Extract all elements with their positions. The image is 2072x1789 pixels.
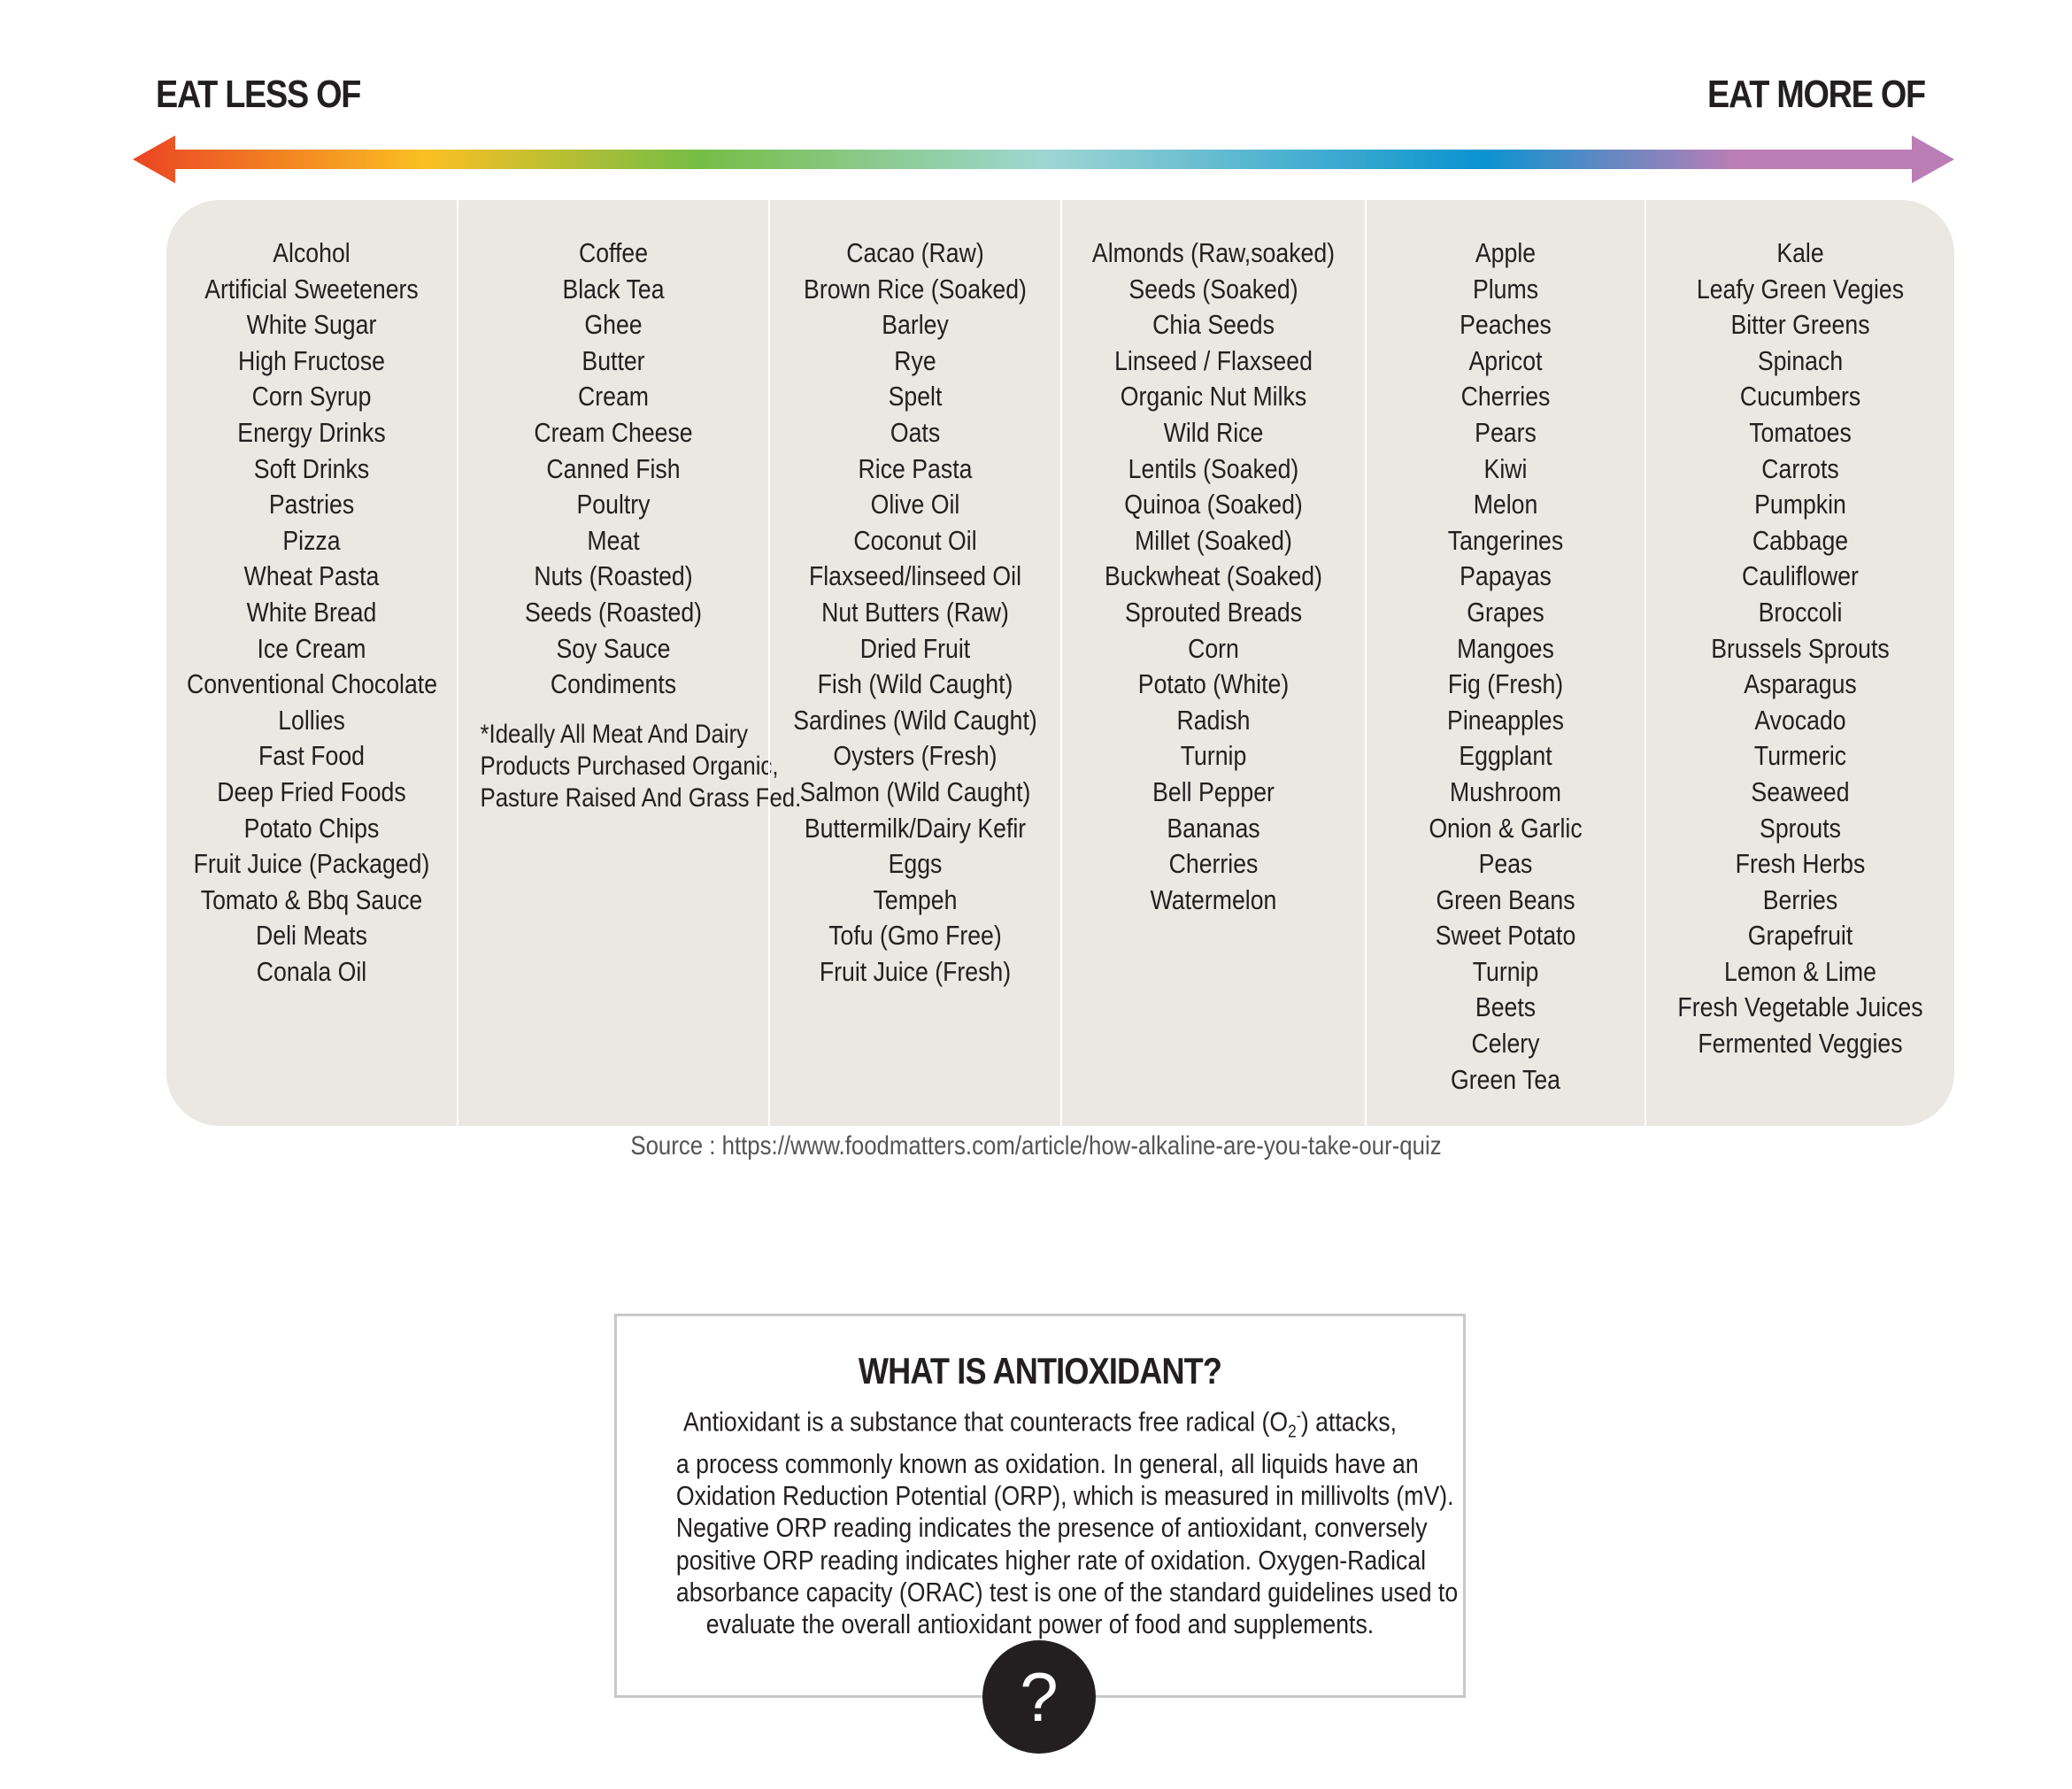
food-item: Apricot [1468, 344, 1543, 376]
food-item: Almonds (Raw,soaked) [1091, 237, 1336, 268]
food-item: Chia Seeds [1152, 309, 1275, 341]
food-item: Plums [1472, 273, 1539, 305]
food-item: Tofu (Gmo Free) [828, 920, 1002, 952]
food-item: Fresh Herbs [1735, 848, 1866, 880]
food-item: Radish [1176, 704, 1251, 736]
food-item: Coffee [578, 237, 649, 268]
food-item: Oysters (Fresh) [833, 740, 997, 772]
antioxidant-body [617, 1400, 1463, 1641]
food-item: Turnip [1180, 740, 1247, 772]
food-item: Peas [1478, 848, 1533, 880]
food-list-2 [458, 235, 768, 703]
food-item: Ice Cream [257, 632, 366, 664]
food-item: Tomato & Bbq Sauce [200, 883, 423, 915]
organic-note-line: Products Purchased Organic, [480, 751, 779, 781]
food-item: Bell Pepper [1152, 775, 1275, 807]
organic-note-line: *Ideally All Meat And Dairy [480, 719, 749, 749]
question-mark-icon: ? [982, 1640, 1096, 1754]
food-item: Rye [894, 344, 936, 376]
food-item: Fresh Vegetable Juices [1677, 991, 1923, 1023]
antioxidant-text: ) attacks, [1300, 1406, 1398, 1438]
food-item: Cherries [1168, 848, 1259, 880]
antioxidant-line: positive ORP reading indicates higher rate of oxidation. Oxygen-Radical [675, 1544, 1427, 1576]
food-item: Meat [587, 524, 640, 556]
food-item: Carrots [1761, 452, 1839, 484]
food-column-2 [457, 200, 802, 1126]
food-item: Beets [1475, 991, 1537, 1023]
food-item: Nuts (Roasted) [534, 560, 693, 592]
food-item: Oats [890, 416, 941, 448]
food-item: Salmon (Wild Caught) [799, 775, 1031, 807]
food-item: Cabbage [1752, 524, 1849, 556]
food-item: Alcohol [273, 237, 350, 268]
food-item: Sardines (Wild Caught) [793, 704, 1037, 736]
food-item: Pizza [282, 524, 341, 556]
food-item: Organic Nut Milks [1120, 381, 1307, 413]
antioxidant-line: evaluate the overall antioxidant power of food and supplements. [705, 1608, 1375, 1640]
food-list-4 [1062, 235, 1365, 918]
food-column-1 [166, 200, 457, 1126]
food-item: Brown Rice (Soaked) [804, 273, 1027, 305]
food-item: Sprouts [1760, 812, 1841, 844]
food-chart-panel [166, 200, 1954, 1126]
food-item: Spinach [1757, 344, 1844, 376]
food-item: White Bread [246, 596, 377, 628]
food-item: Cream [577, 381, 649, 413]
food-item: Deli Meats [256, 920, 367, 952]
alkaline-scale-arrow [133, 133, 1954, 186]
food-item: Fruit Juice (Packaged) [193, 848, 430, 880]
food-item: Watermelon [1150, 883, 1277, 915]
food-item: Eggs [888, 848, 943, 880]
food-item: Cherries [1460, 381, 1551, 413]
food-item: Spelt [888, 381, 943, 413]
food-item: Conala Oil [256, 955, 367, 987]
food-item: Buttermilk/Dairy Kefir [804, 812, 1027, 844]
food-item: Wild Rice [1163, 416, 1264, 448]
food-item: Berries [1762, 883, 1838, 915]
food-item: Deep Fried Foods [217, 775, 406, 807]
food-item: Kale [1776, 237, 1824, 268]
food-list-5 [1367, 235, 1645, 1098]
food-item: Quinoa (Soaked) [1124, 489, 1303, 521]
food-item: Pumpkin [1754, 489, 1846, 521]
food-item: High Fructose [238, 344, 385, 376]
food-item: Seaweed [1751, 775, 1850, 807]
food-item: Asparagus [1744, 668, 1857, 700]
antioxidant-text: Antioxidant is a substance that counteracts free radical (O [682, 1406, 1289, 1438]
food-item: Lentils (Soaked) [1128, 452, 1299, 484]
food-item: Lollies [278, 704, 345, 736]
food-item: Seeds (Soaked) [1128, 273, 1298, 305]
food-item: Poultry [576, 489, 651, 521]
food-item: White Sugar [246, 309, 377, 341]
food-item: Apple [1475, 237, 1537, 268]
food-item: Soft Drinks [253, 452, 370, 484]
food-item: Artificial Sweeteners [204, 273, 419, 305]
food-item: Black Tea [562, 273, 665, 305]
food-item: Lemon & Lime [1724, 955, 1876, 987]
food-item: Soy Sauce [556, 632, 671, 664]
antioxidant-title: WHAT IS ANTIOXIDANT? [858, 1350, 1222, 1392]
food-item: Sweet Potato [1435, 920, 1576, 952]
food-item: Bananas [1167, 812, 1260, 844]
food-item: Cacao (Raw) [846, 237, 984, 268]
food-item: Onion & Garlic [1429, 812, 1583, 844]
food-item: Coconut Oil [853, 524, 977, 556]
food-item: Pears [1475, 416, 1537, 448]
organic-note [480, 719, 802, 814]
antioxidant-line [676, 1400, 1404, 1448]
food-item: Green Tea [1450, 1063, 1561, 1095]
food-item: Potato (White) [1137, 668, 1290, 700]
food-item: Butter [582, 344, 645, 376]
subscript-two: 2 [1288, 1422, 1297, 1442]
food-item: Wheat Pasta [243, 560, 380, 592]
food-item: Barley [882, 309, 949, 341]
food-item: Canned Fish [546, 452, 681, 484]
antioxidant-line: Oxidation Reduction Potential (ORP), which is measured in millivolts (mV). [675, 1480, 1454, 1512]
food-list-1 [166, 235, 457, 990]
food-item: Grapes [1467, 596, 1544, 628]
food-item: Millet (Soaked) [1135, 524, 1292, 556]
food-column-5 [1365, 200, 1645, 1126]
food-item: Turmeric [1753, 740, 1847, 772]
antioxidant-line: a process commonly known as oxidation. In general, all liquids have an [675, 1447, 1419, 1479]
food-item: Pastries [268, 489, 355, 521]
food-item: Seeds (Roasted) [524, 596, 703, 628]
food-item: Cucumbers [1739, 381, 1861, 413]
food-item: Conventional Chocolate [186, 668, 438, 700]
food-item: Cauliflower [1742, 560, 1859, 592]
food-list-6 [1646, 235, 1954, 1062]
food-item: Tomatoes [1749, 416, 1852, 448]
food-item: Buckwheat (Soaked) [1104, 560, 1322, 592]
food-item: Fruit Juice (Fresh) [819, 955, 1012, 987]
food-item: Leafy Green Vegies [1696, 273, 1905, 305]
food-item: Dried Fruit [859, 632, 971, 664]
food-item: Condiments [550, 668, 677, 700]
food-item: Turnip [1472, 955, 1539, 987]
food-item: Corn Syrup [251, 381, 372, 413]
food-column-3 [768, 200, 1060, 1126]
food-item: Broccoli [1758, 596, 1843, 628]
food-item: Rice Pasta [858, 452, 973, 484]
scale-arrow-shape [133, 135, 1954, 183]
food-item: Ghee [584, 309, 643, 341]
food-item: Tangerines [1447, 524, 1564, 556]
food-column-6 [1645, 200, 1954, 1126]
food-item: Papayas [1460, 560, 1552, 592]
source-citation: Source : https://www.foodmatters.com/article/how-alkaline-are-you-take-our-quiz [630, 1131, 1442, 1161]
food-item: Linseed / Flaxseed [1114, 344, 1313, 376]
food-item: Olive Oil [870, 489, 960, 521]
food-item: Mangoes [1457, 632, 1554, 664]
food-column-4 [1060, 200, 1365, 1126]
food-item: Corn [1188, 632, 1239, 664]
antioxidant-line: Negative ORP reading indicates the presence of antioxidant, conversely [675, 1512, 1428, 1544]
food-item: Nut Butters (Raw) [821, 596, 1009, 628]
food-item: Mushroom [1450, 775, 1561, 807]
food-item: Fermented Veggies [1698, 1028, 1903, 1060]
food-item: Energy Drinks [237, 416, 386, 448]
food-item: Celery [1471, 1028, 1540, 1060]
food-item: Fig (Fresh) [1447, 668, 1564, 700]
food-item: Green Beans [1436, 883, 1575, 915]
organic-note-line: Pasture Raised And Grass Fed. [480, 783, 802, 813]
food-item: Brussels Sprouts [1711, 632, 1890, 664]
food-item: Eggplant [1459, 740, 1552, 772]
food-item: Kiwi [1483, 452, 1528, 484]
food-item: Avocado [1754, 704, 1846, 736]
food-item: Flaxseed/linseed Oil [808, 560, 1022, 592]
eat-more-label: EAT MORE OF [1707, 73, 1925, 116]
antioxidant-line: absorbance capacity (ORAC) test is one of the standard guidelines used to [675, 1577, 1459, 1608]
food-item: Fast Food [258, 740, 366, 772]
food-item: Pineapples [1447, 704, 1564, 736]
eat-less-label: EAT LESS OF [156, 73, 361, 116]
food-item: Tempeh [873, 883, 958, 915]
food-item: Sprouted Breads [1124, 596, 1303, 628]
food-item: Peaches [1460, 309, 1552, 341]
food-item: Grapefruit [1747, 920, 1853, 952]
food-item: Bitter Greens [1730, 309, 1870, 341]
food-item: Fish (Wild Caught) [817, 668, 1013, 700]
food-item: Melon [1473, 489, 1538, 521]
superscript-minus: - [1296, 1407, 1301, 1424]
food-item: Cream Cheese [534, 416, 693, 448]
food-item: Potato Chips [243, 812, 380, 844]
food-list-3 [770, 235, 1060, 990]
